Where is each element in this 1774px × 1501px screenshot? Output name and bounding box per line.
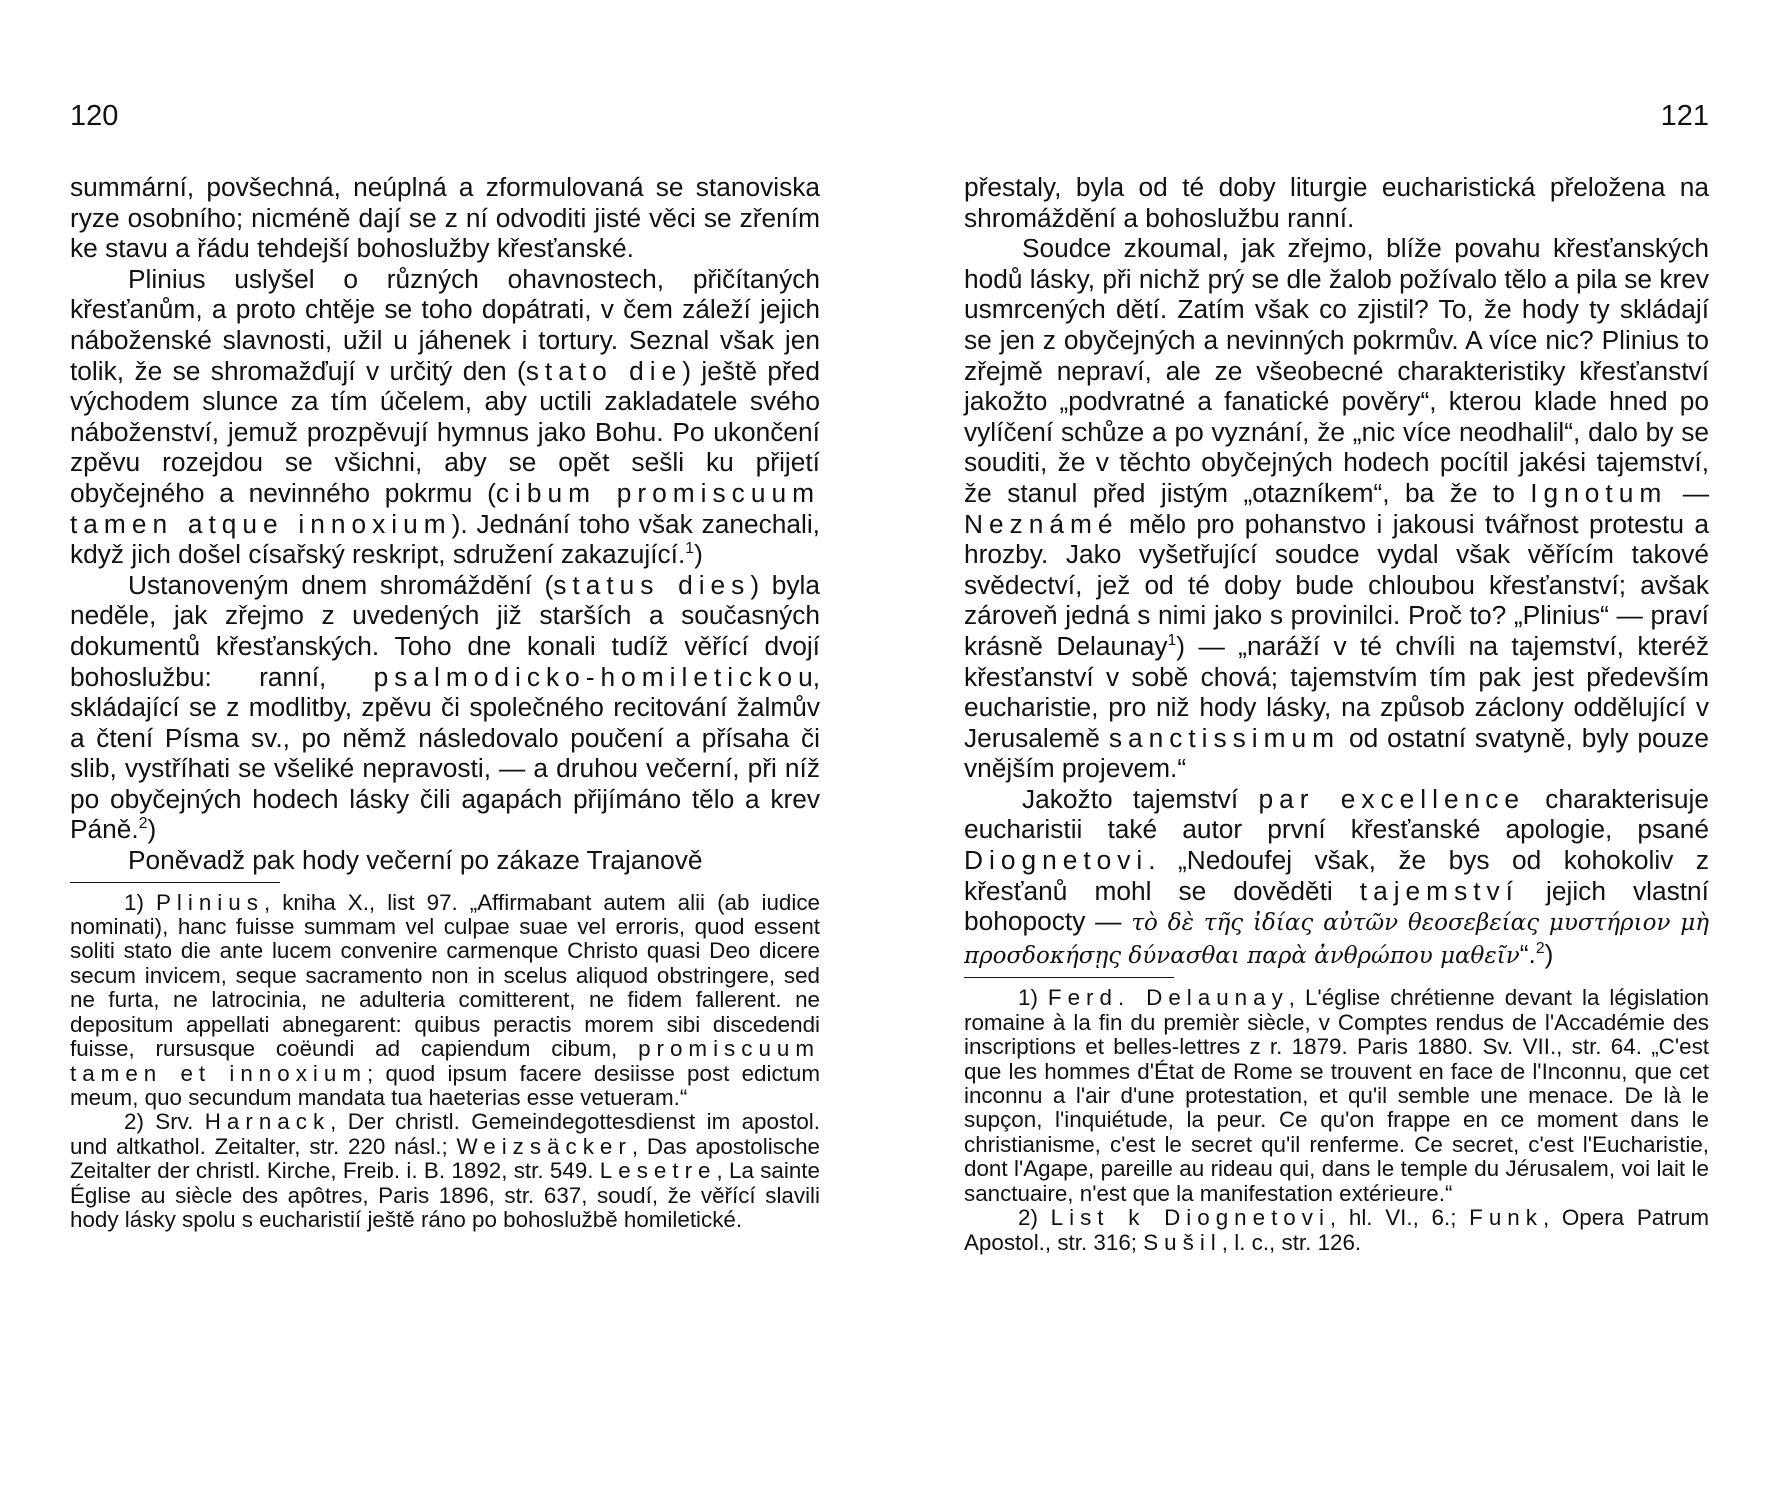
paragraph: Soudce zkoumal, jak zřejmo, blíže povahu křesťanských hodů lásky, při nichž prý se dle žalob požívalo tělo a pila se krev usmrcených dětí. Zatím však co zjistil? To, že hody ty skládají se jen z obyčejných a nevinných pokrmův. A více nic? Plinius to zřejmě nepraví, ale ze všeobecné charakteristiky křesťanství jakožto „podvratné a fanatické pověry“, kterou klade hned po vylíčení schůze a po vyznání, že „nic více neodhalil“, dalo by se souditi, že v těchto obyčejných hodech pocítil jakési tajemství, že stanul před jistým „otazníkem“, ba že to Ignotum — Neznámé mělo pro pohanstvo i jakousi tvářnost protestu a hrozby. Jako vyšetřující soudce vydal však věřícím takové svědectví, jež od té doby bude chloubou křesťanství; avšak zároveň jedná s nimi jako s provinilci. Proč to? „Plinius“ — praví krásně Delaunay$^1$) — „naráží v té chvíli na tajemství, kteréž křesťanství v sobě chová; tajemstvím tím pak jest především eucharistie, pro niž hody lásky, na způsob záclony oddělující v Jerusalemě sanctissimum od ostatní svatyně, byly pouze vnějším projevem.“ — [964, 233, 1710, 784]
footnote: 1) Plinius, kniha X., list 97. „Affirmabant autem alii (ab iudice nominati), hanc fuisse summam vel culpae suae vel erroris, quod essent soliti stato die ante lucem convenire carmenque Christo quasi Deo dicere secum invicem, seque sacramento non in scelus aliquod obstringere, sed ne furta, ne latrocinia, ne adulteria comitterent, ne fidem fallerent. ne depositum appellati abnegarent: quibus peractis morem sibi discedendi fuisse, rursusque coëundi ad capiendum cibum, promiscuum tamen et innoxium; quod ipsum facere desiisse post edictum meum, quo secundum mandata tua haeterias esse vetueram.“ — [70, 889, 820, 1110]
footnote-ref[interactable]: 2 — [138, 815, 148, 833]
greek-quote: τὸ δὲ τῆς ἰδίας αὐτῶν θεοσεβείας μυστήριον μὴ προσδοκήσῃς δύνασθαι παρὰ ἀνθρώπου μαθεῖν — [964, 910, 1709, 969]
footnote-ref[interactable]: 1 — [685, 540, 695, 558]
paragraph: summární, povšechná, neúplná a zformulovaná se stanoviska ryze osobního; nicméně dají se z ní odvoditi jisté věci se zřením ke stavu a řádu tehdejší bohoslužby křesťanské. — [70, 172, 820, 264]
page-number: 120 — [70, 100, 119, 132]
footnotes — [964, 986, 1709, 1254]
footnote-ref[interactable]: 2 — [1535, 940, 1545, 958]
footnote-rule — [964, 977, 1174, 978]
page-number: 121 — [1660, 100, 1709, 132]
footnote: 2) Srv. Harnack, Der christl. Gemeindegottesdienst im apostol. und altkathol. Zeitalter, str. 220 násl.; Weizsäcker, Das apostolische Zeitalter der christl. Kirche, Freib. i. B. 1892, str. 549. Lesetre, La sainte Église au siècle des apôtres, Paris 1896, str. 637, soudí, že věřící slavili hody lásky spolu s eucharistií ještě ráno po bohoslužbě homiletické. — [70, 1109, 821, 1232]
footnote: 2) List k Diognetovi, hl. VI., 6.; Funk, Opera Patrum Apostol., str. 316; Sušil, l. c., str. 126. — [964, 1205, 1710, 1255]
paragraph: Ustanoveným dnem shromáždění (status dies) byla neděle, jak zřejmo z uvedených již starších a současných dokumentů křesťanských. Toho dne konali tudíž věřící dvojí bohoslužbu: ranní, psalmodicko-homiletickou, skládající se z modlitby, zpěvu či společného recitování žalmův a čtení Písma sv., po němž následovalo poučení a přísaha či slib, vystříhati se všeliké nepravosti, — a druhou večerní, při níž po obyčejných hodech lásky čili agapách přijímáno tělo a krev Páně.$^2$) — [70, 569, 820, 845]
footnote-ref[interactable]: 1 — [1167, 632, 1177, 650]
footnotes — [70, 891, 820, 1233]
paragraph: Jakožto tajemství par excellence charakterisuje eucharistii také autor první křesťanské apologie, psané Diognetovi. „Nedoufej však, že bys od kohokoliv z křesťanů mohl se dověděti tajemství jejich vlastní bohopocty — τὸ δὲ τῆς ἰδίας αὐτῶν θεοσεβείας μυστήριον μὴ προσδοκήσῃς δύνασθαι παρὰ ἀνθρώπου μαθεῖν“.$^2$) — [964, 783, 1709, 969]
paragraph: Plinius uslyšel o různých ohavnostech, přičítaných křesťanům, a proto chtěje se toho dopátrati, v čem záleží jejich náboženské slavnosti, užil u jáhenek i tortury. Seznal však jen tolik, že se shromažďují v určitý den (stato die) ještě před východem slunce za tím účelem, aby uctili zakladatele svého náboženství, jemuž prozpěvují hymnus jako Bohu. Po ukončení zpěvu rozejdou se všichni, aby se opět sešli ku přijetí obyčejného a nevinného pokrmu (cibum promiscuum tamen atque innoxium). Jednání toho však zanechali, když jich došel císařský reskript, sdružení zakazující.$^1$) — [70, 263, 820, 570]
paragraph: Poněvadž pak hody večerní po zákaze Trajanově — [128, 845, 703, 876]
footnote: 1) Ferd. Delaunay, L'église chrétienne devant la législation romaine à la fin du premièr siècle, v Comptes rendus de l'Accadémie des inscriptions et belles-lettres z r. 1879. Paris 1880. Sv. VII., str. 64. „C'est que les hommes d'État de Rome se trouvent en face de l'Inconnu, que cet inconnu a l'air d'une protestation, et qu'il semble une menace. De là le supçon, l'inquiétude, la peur. Ce qu'on frappe en ce moment dans le christianisme, c'est le secret qu'il renferme. Ce secret, c'est l'Eucharistie, dont l'Agape, pareille au rideau qui, dans le temple du Jérusalem, voi lait le sanctuaire, n'est que la manifestation extérieure.“ — [964, 985, 1709, 1206]
footnote-rule — [70, 882, 280, 883]
main-text — [964, 172, 1709, 1255]
main-text — [70, 172, 820, 1232]
paragraph: přestaly, byla od té doby liturgie eucharistická přeložena na shromáždění a bohoslužbu ranní. — [964, 172, 1709, 233]
